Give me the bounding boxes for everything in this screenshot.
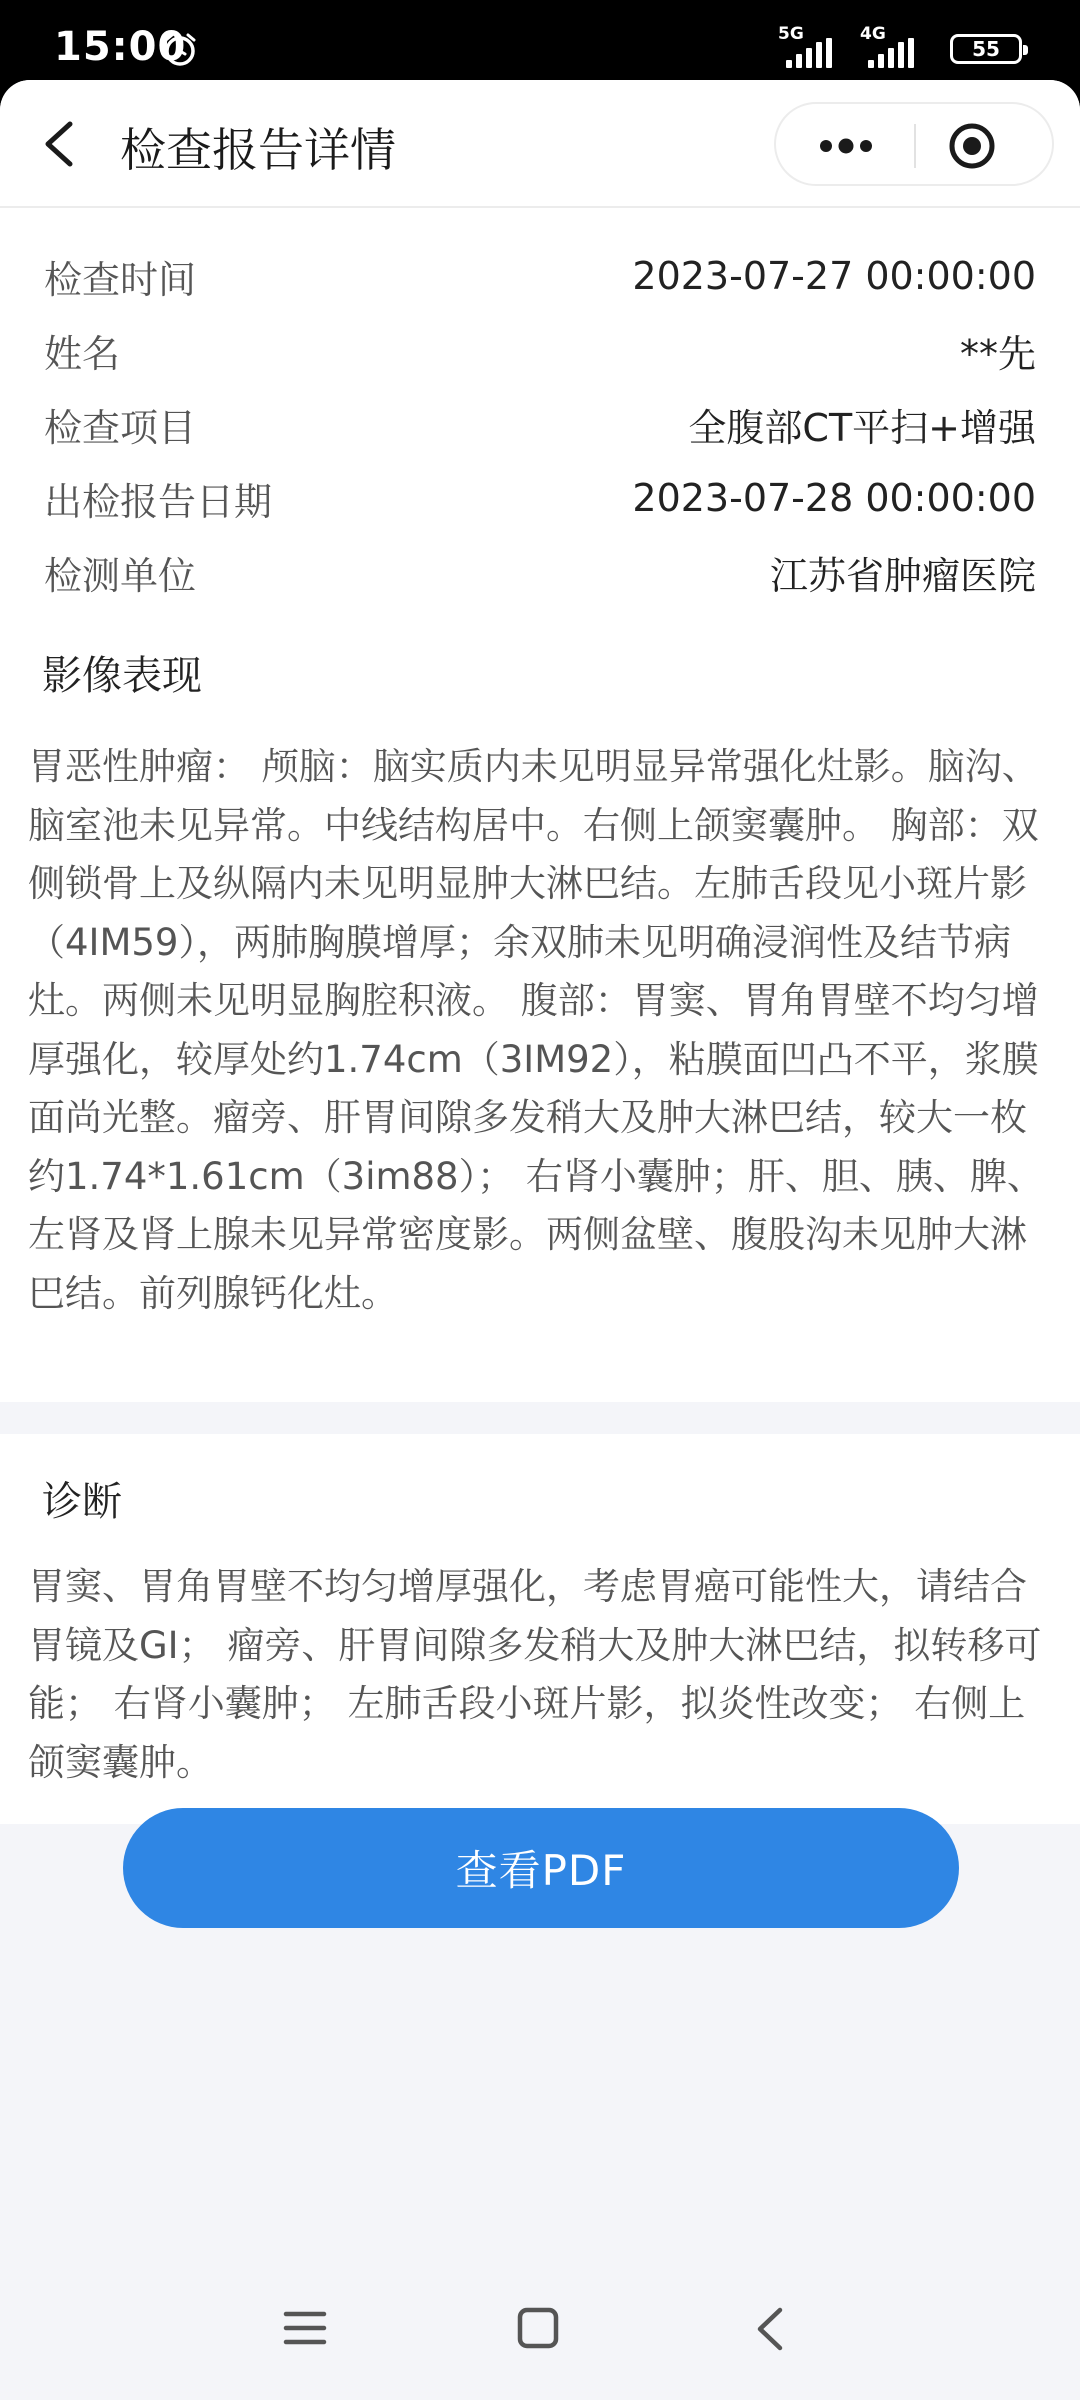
info-label: 检查项目 <box>44 405 197 450</box>
app-window <box>0 80 1080 2400</box>
chevron-left-icon[interactable] <box>36 116 86 172</box>
signal-4g <box>860 24 932 68</box>
network-type-5g: 5G <box>778 24 804 44</box>
info-value: 江苏省肿瘤医院 <box>769 553 1036 598</box>
info-label: 姓名 <box>44 331 121 376</box>
info-label: 出检报告日期 <box>44 479 273 524</box>
info-value: **先 <box>959 331 1036 376</box>
back-triangle-icon[interactable] <box>752 2304 788 2354</box>
status-indicators <box>778 24 1022 68</box>
status-bar <box>0 0 1080 80</box>
capsule-divider <box>914 124 916 168</box>
battery-icon <box>950 34 1022 64</box>
view-pdf-button[interactable]: 查看PDF <box>123 1808 959 1928</box>
info-row-exam-time <box>44 246 1036 306</box>
network-type-4g: 4G <box>860 24 886 44</box>
diagnosis-text: 胃窦、胃角胃壁不均匀增厚强化，考虑胃癌可能性大，请结合胃镜及GI； 瘤旁、肝胃间隙多发稍大及肿大淋巴结，拟转移可能； 右肾小囊肿； 左肺舌段小斑片影，拟炎性改变； 右侧上颌窦囊肿。 <box>28 1565 1042 1784</box>
info-row-exam-item <box>44 394 1036 454</box>
info-label: 检测单位 <box>44 553 197 598</box>
home-square-icon[interactable] <box>516 2306 560 2350</box>
info-row-report-date <box>44 468 1036 528</box>
mini-program-capsule <box>774 102 1054 186</box>
imaging-text: 胃恶性肿瘤： 颅脑：脑实质内未见明显异常强化灶影。脑沟、脑室池未见异常。中线结构居中。右侧上颌窦囊肿。 胸部：双侧锁骨上及纵隔内未见明显肿大淋巴结。左肺舌段见小斑片影（4IM59），两肺胸膜增厚；余双肺未见明确浸润性及结节病灶。两侧未见明显胸腔积液。 腹部：胃窦、胃角胃壁不均匀增厚强化，较厚处约1.74cm（3IM92），粘膜面凹凸不平，浆膜面尚光整。瘤旁、肝胃间隙多发稍大及肿大淋巴结，较大一枚约1.74*1.61cm（3im88）； 右肾小囊肿；肝、胆、胰、脾、左肾及肾上腺未见异常密度影。两侧盆壁、腹股沟未见肿大淋巴结。前列腺钙化灶。 <box>28 745 1044 1315</box>
imaging-section <box>0 608 1080 1402</box>
info-row-institution <box>44 542 1036 602</box>
signal-bars-icon <box>786 38 832 68</box>
nav-bar <box>0 80 1080 208</box>
alarm-clock-icon <box>162 32 198 68</box>
info-row-name <box>44 320 1036 380</box>
info-value: 2023-07-27 00:00:00 <box>632 254 1036 298</box>
info-label: 检查时间 <box>44 257 197 302</box>
imaging-title: 影像表现 <box>42 653 202 699</box>
page-title: 检查报告详情 <box>120 123 396 177</box>
signal-bars-icon <box>868 38 914 68</box>
diagnosis-section <box>0 1434 1080 1824</box>
battery-level: 55 <box>972 37 1000 61</box>
more-dots-icon[interactable] <box>814 134 878 158</box>
menu-icon[interactable] <box>282 2308 328 2348</box>
diagnosis-title: 诊断 <box>42 1479 122 1525</box>
info-value: 2023-07-28 00:00:00 <box>632 476 1036 520</box>
status-time: 15:00 <box>54 24 187 70</box>
info-value: 全腹部CT平扫+增强 <box>688 405 1036 450</box>
signal-5g <box>778 24 850 68</box>
target-icon[interactable] <box>948 122 996 170</box>
